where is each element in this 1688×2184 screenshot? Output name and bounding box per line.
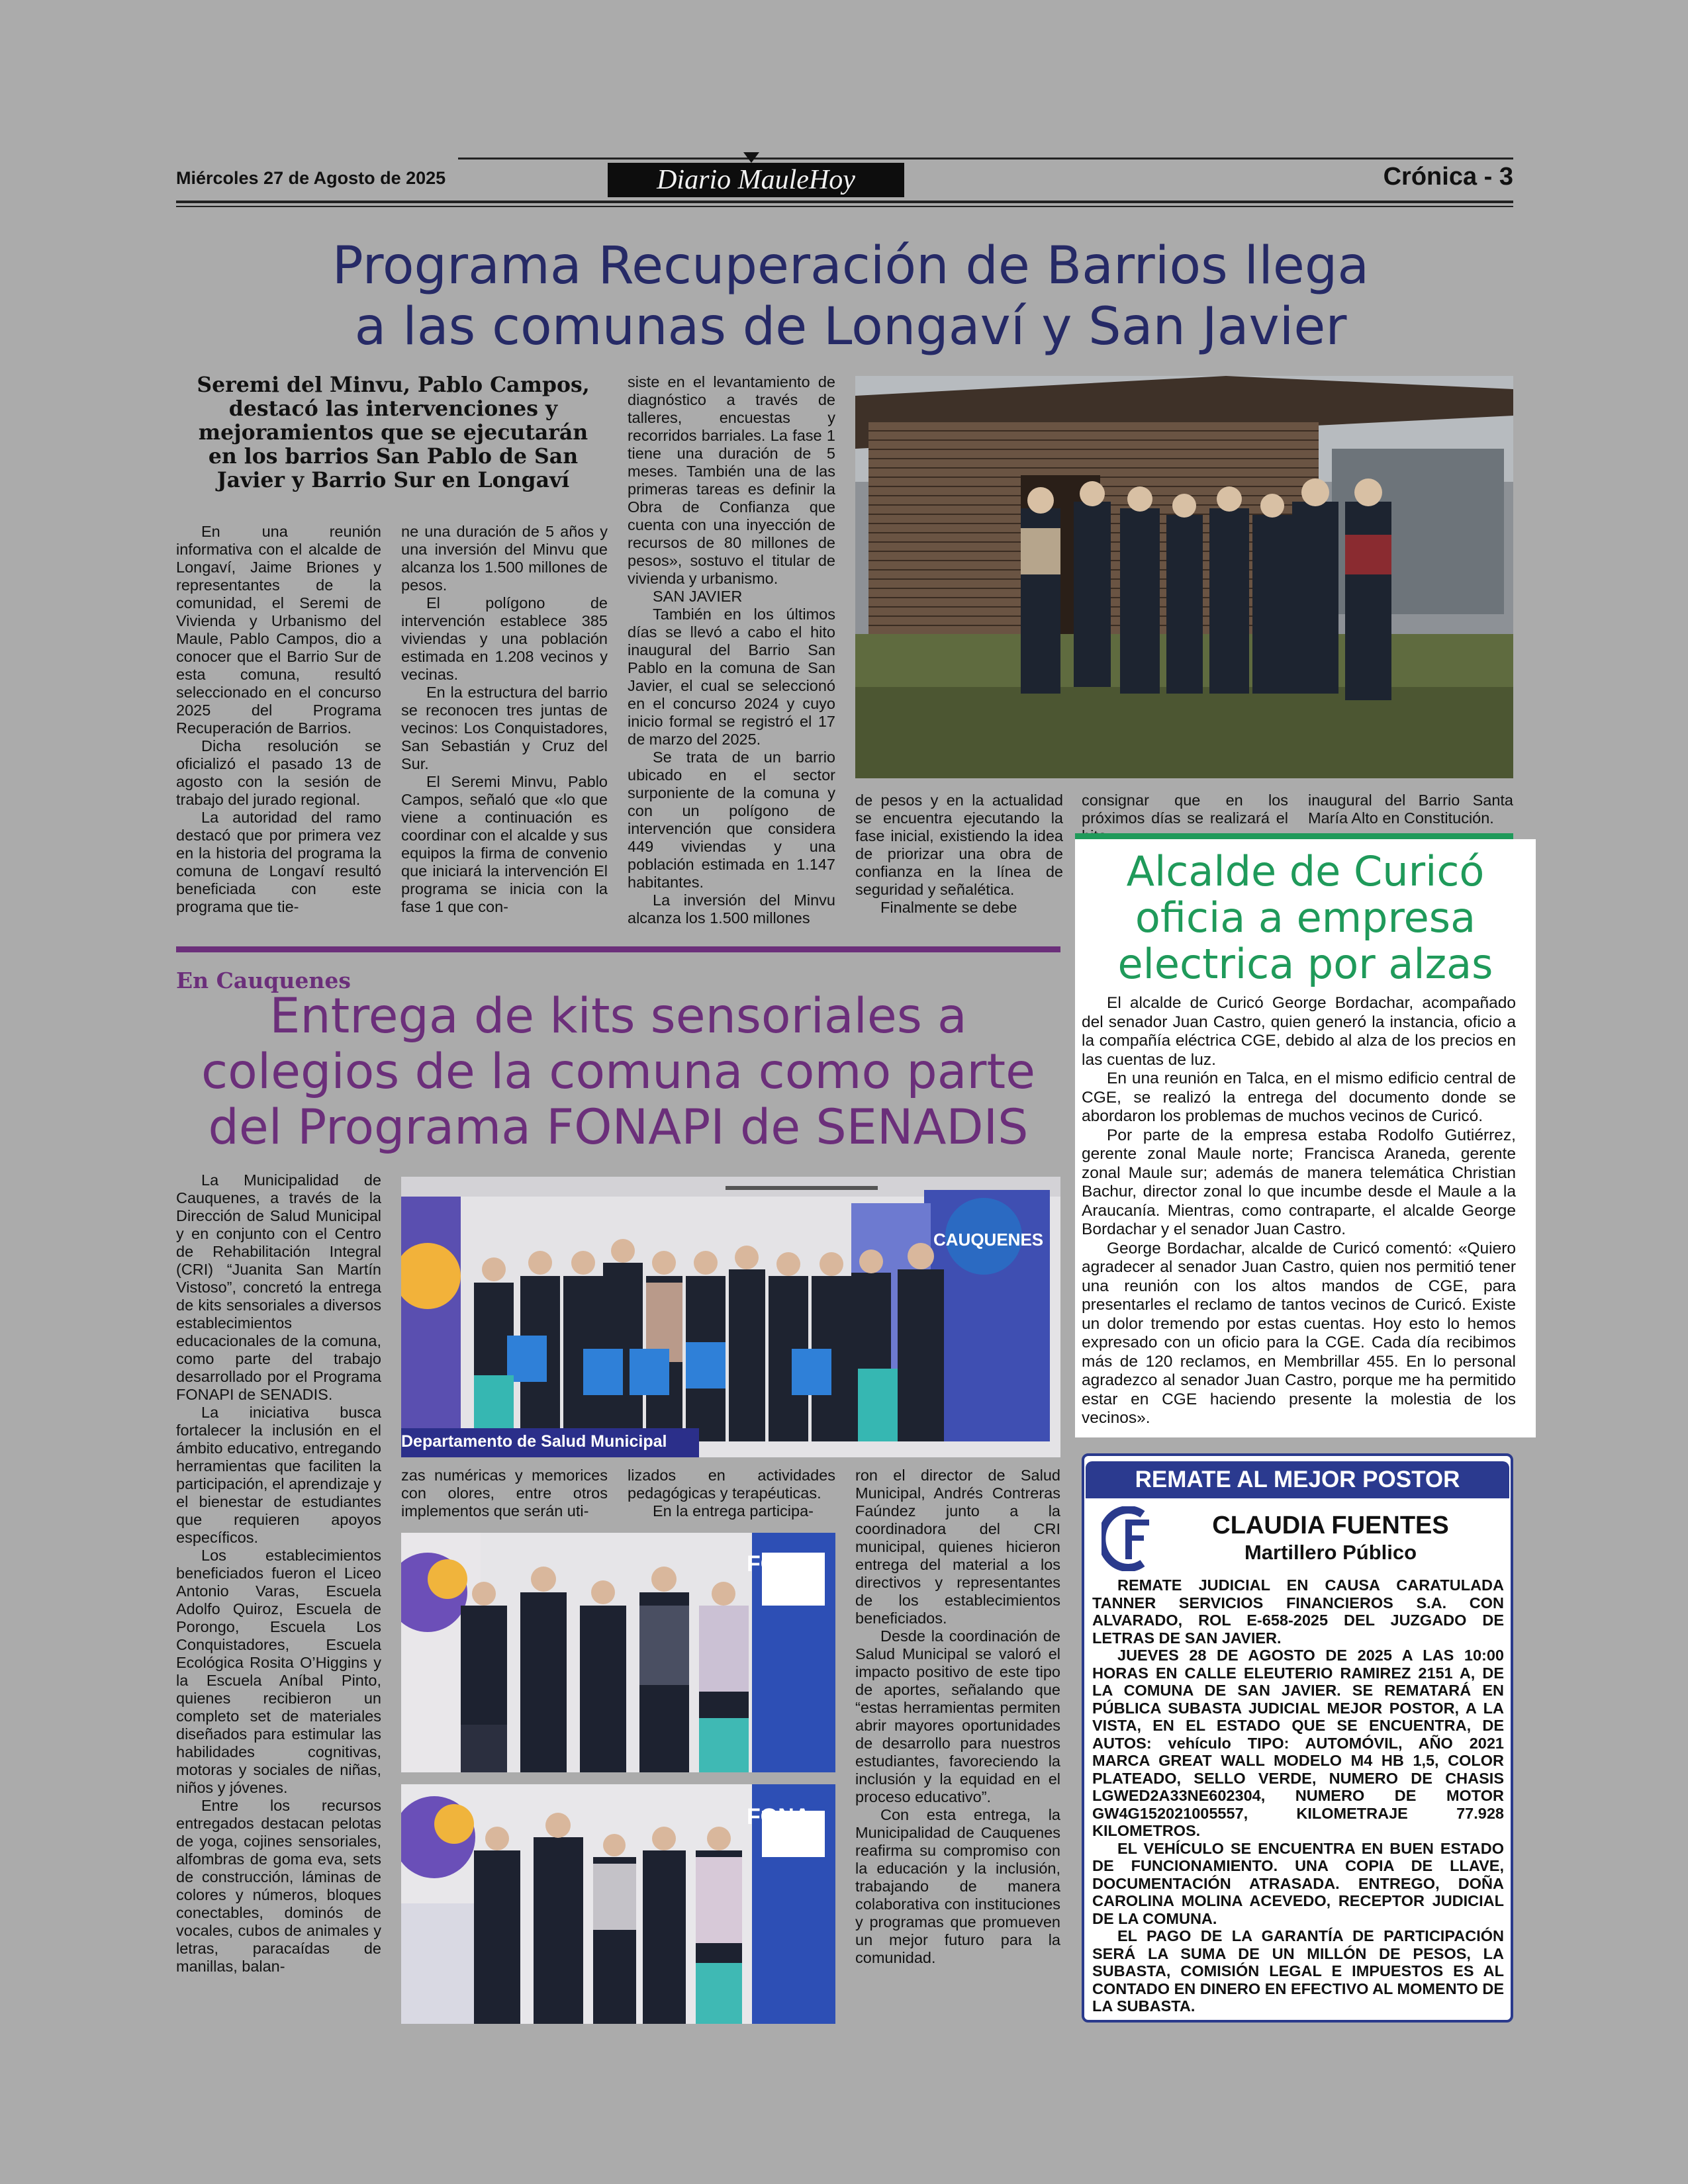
paragraph: En una reunión informativa con el alcalde de Longaví, Jaime Briones y representantes de la comunidad, el Seremi de Vivienda y Urbanismo del Maule, Pablo Campos, dio a conocer que el Barrio Sur de esta comuna, resultó seleccionado en el concurso 2025 del Programa Recuperación de Barrios. (176, 523, 381, 737)
header-top-rule (458, 158, 1513, 159)
masthead-pointer-icon (743, 152, 759, 163)
paragraph: EL PAGO DE LA GARANTÍA DE PARTICIPACIÓN SERÁ LA SUMA DE UN MILLÓN DE PESOS, LA SUBASTA, COMISIÓN LEGAL E IMPUESTOS ES AL CONTADO EN DINERO EN EFECTIVO AL MOMENTO DE LA SUBASTA. (1092, 1927, 1504, 2015)
paragraph: de pesos y en la actualidad se encuentra ejecutando la fase inicial, existiendo la idea de priorizar una obra de confianza en la línea de seguridad y señalética. (855, 792, 1063, 898)
purple-divider (176, 946, 1060, 952)
photo-banner-label: CAUQUENES (933, 1230, 1044, 1250)
paragraph: consignar que en los próximos días se realizará el (1082, 792, 1288, 827)
auctioneer-logo (1102, 1506, 1157, 1571)
paragraph: El Seremi Minvu, Pablo Campos, señaló que «lo que viene a continuación es coordinar con el alcalde y sus equipos la firma de convenio que iniciará la intervención El programa se inicia con la fase 1 que con- (401, 773, 608, 915)
paragraph: siste en el levantamiento de diagnóstico a través de talleres, encuestas y recorridos barriales. La fase 1 tiene una duración de 5 meses. También una de las primeras tareas es definir la Obra de Confianza que cuenta con una inyección de recursos de 80 millones de pesos», sostuvo el titular de vivienda y urbanismo. (628, 373, 835, 587)
article1-col3 (628, 373, 835, 927)
paragraph: REMATE JUDICIAL EN CAUSA CARATULADA TANNER SERVICIOS FINANCIEROS S.A. CON ALVARADO, ROL E-658-2025 DEL JUZGADO DE LETRAS DE SAN JAVIER. (1092, 1576, 1504, 1647)
paragraph: lizados en actividades pedagógicas y terapéuticas. (628, 1467, 835, 1502)
article1-headline-line2: a las comunas de Longaví y San Javier (354, 297, 1347, 357)
paragraph: Desde la coordinación de Salud Municipal se valoró el impacto positivo de este tipo de aportes, señalando que “estas herramientas permiten abrir mayores oportunidades de desarrollo para nuestros estudiantes, favoreciendo la inclusión y la equidad en el proceso educativo”. (855, 1627, 1060, 1805)
article1-col2 (401, 523, 608, 916)
header-date: Miércoles 27 de Agosto de 2025 (176, 168, 446, 188)
paragraph: George Bordachar, alcalde de Curicó comentó: «Quiero agradecer al senador Juan Castro, quien nos permitió tener una reunión con los altos mandos de CGE, para presentarles el reclamo de tantos vecinos de Curicó. Existe un dolor tremendo por estas cuentas. Hoy esto lo hemos expresado con un oficio para la CGE. Cada día recibimos más de 120 reclamos, en Membrillar 455. En lo personal agradezco al senador Juan Castro, porque me ha permitido estar en CGE haciendo presente la molestia de los vecinos». (1082, 1239, 1516, 1427)
header-rule-2 (176, 206, 1513, 207)
auction-banner-text: REMATE AL MEJOR POSTOR (1135, 1467, 1460, 1492)
paragraph: En la entrega participa- (653, 1502, 814, 1520)
article2-headline-line1: Entrega de kits sensoriales a (269, 988, 967, 1044)
deck-line: destacó las intervenciones y (228, 396, 558, 421)
deck-line: Javier y Barrio Sur en Longaví (216, 468, 570, 492)
article1-photo (855, 376, 1513, 778)
paragraph: Se trata de un barrio ubicado en el sector surponiente de la comuna y con un polígono de intervención que considera 449 viviendas y una población estimada en 1.147 habitantes. (628, 749, 835, 891)
paragraph: Por parte de la empresa estaba Rodolfo Gutiérrez, gerente zonal Maule norte; Francisca Araneda, gerente zonal Maule sur; además de manera telemática Christian Bachur, director zonal lo que incumbe desde el Maule a la Araucanía. Mientras, como contraparte, el alcalde George Bordachar y el senador Juan Castro. (1082, 1126, 1516, 1238)
paragraph: En una reunión en Talca, en el mismo edificio central de CGE, se realizó la entrega del documento donde se abordaron los problemas de muchos vecinos de Curicó. (1082, 1069, 1516, 1125)
photo-banner-label3: FONA (747, 1804, 811, 1829)
deck-line: en los barrios San Pablo de San (208, 444, 579, 469)
article3-body (1082, 994, 1516, 1428)
article1-col6 (1308, 792, 1513, 827)
paragraph: EL VEHÍCULO SE ENCUENTRA EN BUEN ESTADO DE FUNCIONAMIENTO. UNA COPIA DE LLAVE, DOCUMENTACIÓN ATRASADA. ENTREGO, DOÑA CAROLINA MOLINA ACEVEDO, RECEPTOR JUDICIAL DE LA COMUNA. (1092, 1839, 1504, 1927)
paragraph: Finalmente se debe (880, 899, 1017, 916)
paragraph: La iniciativa busca fortalecer la inclusión en el ámbito educativo, entregando herramientas que faciliten la participación, el aprendizaje y el bienestar de estudiantes que requieren apoyos específicos. (176, 1404, 381, 1546)
article1-deck (173, 373, 613, 492)
article2-headline (176, 989, 1060, 1156)
paragraph: zas numéricas y memorices con olores, entre otros implementos que serán uti- (401, 1467, 608, 1520)
paragraph: Dicha resolución se oficializó el pasado 13 de agosto con la sesión de trabajo del jurado regional. (176, 737, 381, 808)
article2-col2 (401, 1467, 608, 1520)
paragraph: La inversión del Minvu alcanza los 1.500 millones (628, 891, 835, 927)
auction-text (1092, 1576, 1504, 2015)
deck-line: Seremi del Minvu, Pablo Campos, (197, 373, 590, 397)
paragraph: La Municipalidad de Cauquenes, a través de la Dirección de Salud Municipal y en conjunto con el Centro de Rehabilitación Integral (CRI) “Juanita San Martín Vistoso”, concretó la entrega de kits sensoriales a diversos establecimientos educacionales de la comuna, como parte del trabajo desarrollado por el Programa FONAPI de SENADIS. (176, 1171, 381, 1403)
article2-kicker: En Cauquenes (176, 968, 351, 993)
masthead-title: Diario MauleHoy (657, 165, 855, 195)
photo-caption-banner: Departamento de Salud Municipal (401, 1432, 667, 1451)
header-rule-1 (176, 201, 1513, 203)
article2-photo-main (401, 1177, 1060, 1457)
article1-headline (252, 236, 1450, 357)
article1-col4 (855, 792, 1063, 917)
paragraph: ron el director de Salud Municipal, Andrés Contreras Faúndez junto a la coordinadora del CRI municipal, quienes hicieron entrega del material a los directivos y representantes de los establecimientos beneficiados. (855, 1467, 1060, 1627)
paragraph: Los establecimientos beneficiados fueron el Liceo Antonio Varas, Escuela Adolfo Quiroz, Escuela de Porongo, Escuela Los Conquistadores, Escuela Ecológica Rosita O’Higgins y la Escuela Aníbal Pinto, quienes recibieron un completo set de materiales diseñados para estimular las habilidades cognitivas, motoras y sociales de niñas, niños y jóvenes. (176, 1547, 381, 1796)
auctioneer-name: CLAUDIA FUENTES (1212, 1512, 1449, 1539)
paragraph: El polígono de intervención establece 385 viviendas y una población estimada en 1.208 vecinos y vecinas. (401, 594, 608, 683)
article3-headline-line2: oficia a empresa (1135, 893, 1476, 942)
paragraph: El alcalde de Curicó George Bordachar, acompañado del senador Juan Castro, quien generó la instancia, oficio a la compañía eléctrica CGE, debido al alza de los precios en las cuentas de luz. (1082, 994, 1516, 1069)
paragraph: La autoridad del ramo destacó que por primera vez en la historia del programa la comuna de Longaví resultó beneficiada con este programa que tie- (176, 809, 381, 915)
article1-headline-line1: Programa Recuperación de Barrios llega (332, 236, 1370, 296)
deck-line: mejoramientos que se ejecutarán (198, 420, 588, 445)
paragraph: También en los últimos días se llevó a cabo el hito inaugural del Barrio San Pablo en la comuna de San Javier, el cual se seleccionó en el concurso 2024 y cuyo inicio formal se registró el 17 de marzo del 2025. (628, 606, 835, 748)
paragraph: inaugural del Barrio Santa María Alto en Constitución. (1308, 792, 1513, 827)
article3-headline (1075, 848, 1536, 987)
article3-headline-line3: electrica por alzas (1117, 940, 1493, 988)
paragraph: JUEVES 28 DE AGOSTO DE 2025 A LAS 10:00 HORAS EN CALLE ELEUTERIO RAMIREZ 2151 A, DE LA COMUNA DE SAN JAVIER. SE REMATARÁ EN PÚBLICA SUBASTA JUDICIAL MEJOR POSTOR, A LA VISTA, EN EL ESTADO QUE SE ENCUENTRA, DE AUTOS: vehículo TIPO: AUTOMÓVIL, AÑO 2021 MARCA GREAT WALL MODELO M4 HB 1,5, COLOR PLATEADO, SELLO VERDE, NUMERO DE CHASIS LGWED2A33NE602304, NUMERO DE MOTOR GW4G152021005557, KILOMETRAJE 77.928 KILOMETROS. (1092, 1647, 1504, 1839)
paragraph: Entre los recursos entregados destacan pelotas de yoga, cojines sensoriales, alfombras de goma eva, sets de construcción, láminas de colores y números, bloques conectables, dominós de vocales, cubos de animales y letras, paracaídas de manillas, balan- (176, 1797, 381, 1975)
paragraph: En la estructura del barrio se reconocen tres juntas de vecinos: Los Conquistadores, San Sebastián y Cruz del Sur. (401, 684, 608, 772)
article1-col1 (176, 523, 381, 916)
subhead-san-javier: SAN JAVIER (653, 588, 743, 605)
photo-banner-label2: FONA (747, 1551, 811, 1576)
paragraph: Con esta entrega, la Municipalidad de Cauquenes reafirma su compromiso con la educación y la inclusión, trabajando de manera colaborativa con instituciones y programas que promueven un mejor futuro para la comunidad. (855, 1806, 1060, 1966)
article2-col3 (628, 1467, 835, 1520)
article2-col4 (855, 1467, 1060, 1967)
paragraph: ne una duración de 5 años y una inversión del Minvu que alcanza los 1.500 millones de pesos. (401, 523, 608, 594)
auctioneer-title: Martillero Público (1244, 1541, 1417, 1564)
article2-headline-line3: del Programa FONAPI de SENADIS (208, 1099, 1029, 1156)
section-label: Crónica - 3 (1383, 163, 1513, 191)
green-divider (1075, 833, 1513, 839)
article2-headline-line2: colegios de la comuna como parte (201, 1044, 1035, 1100)
article2-col1 (176, 1171, 381, 1976)
article3-headline-line1: Alcalde de Curicó (1126, 847, 1485, 895)
